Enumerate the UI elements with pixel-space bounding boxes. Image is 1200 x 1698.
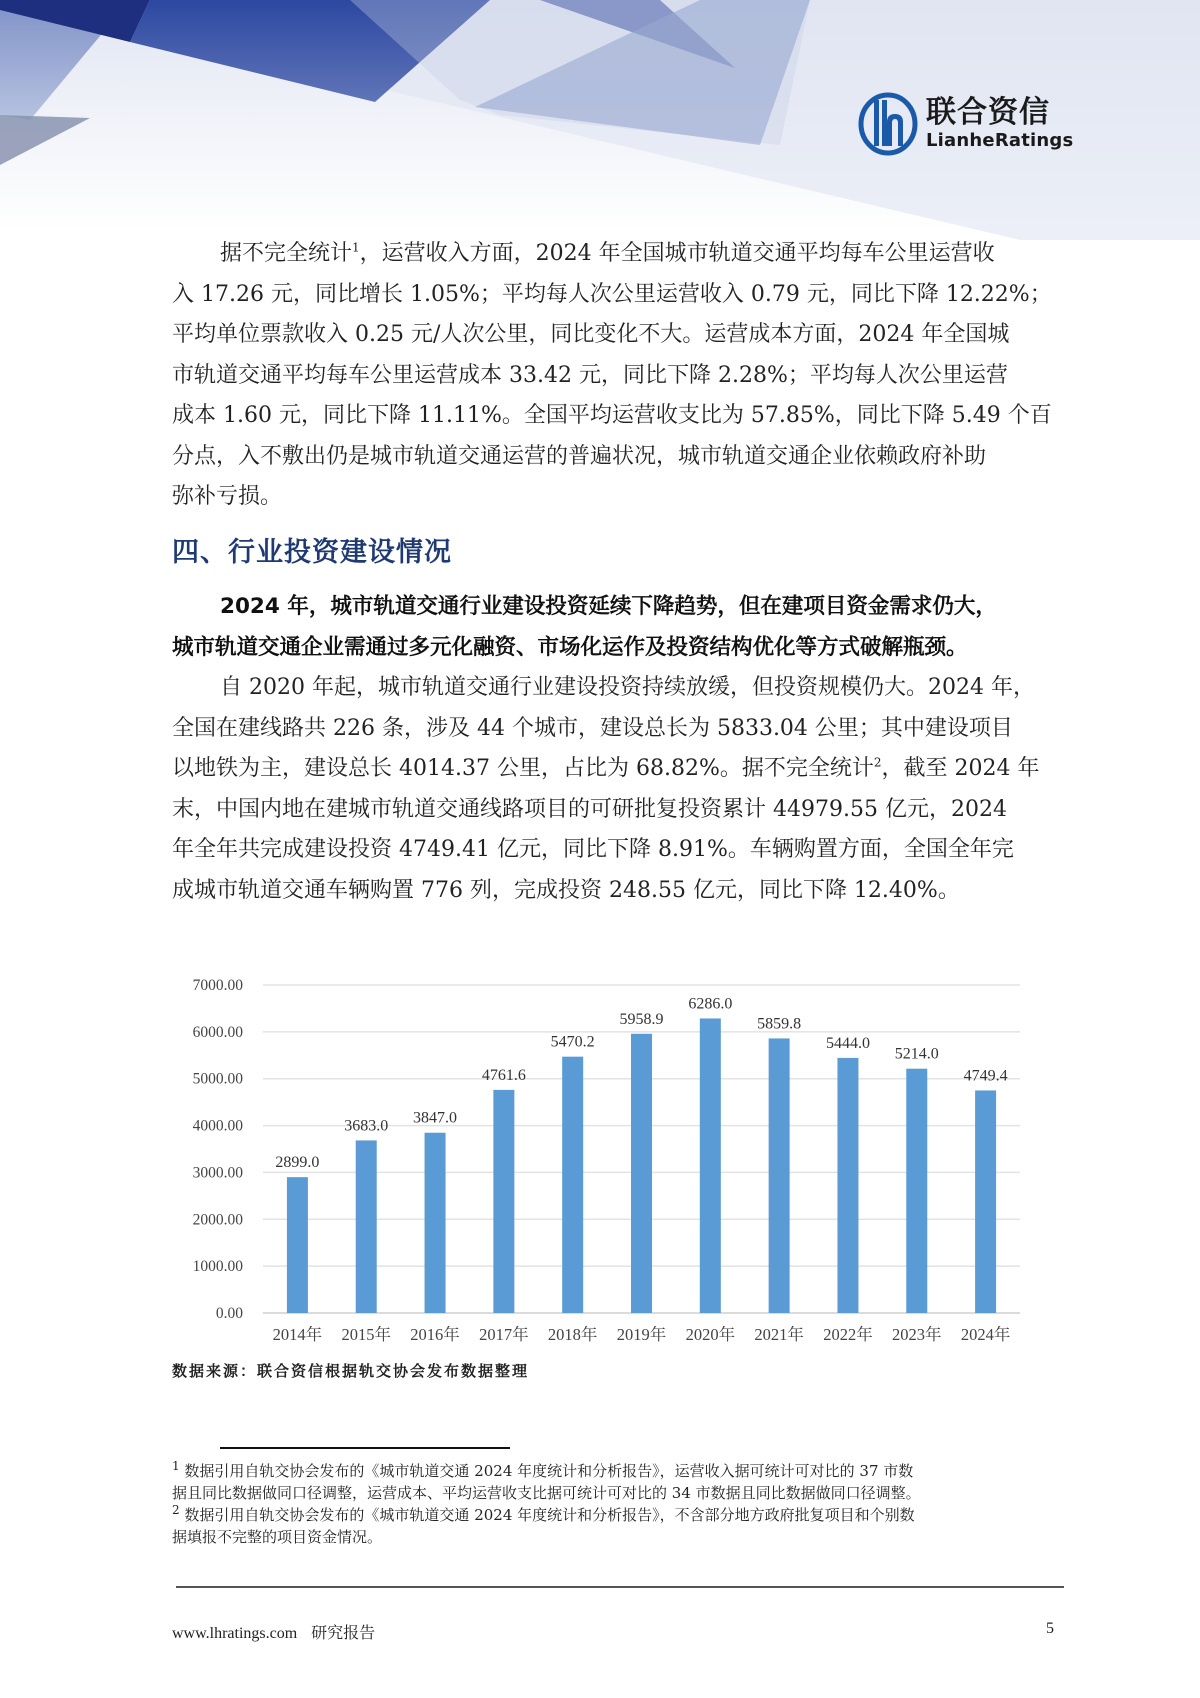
bar-value-label: 5859.8 (757, 1015, 802, 1033)
x-tick-label: 2020年 (685, 1325, 736, 1344)
y-tick-label: 2000.00 (192, 1211, 243, 1229)
lianhe-logo-icon (858, 92, 918, 156)
y-tick-label: 3000.00 (192, 1164, 243, 1182)
bar (356, 1140, 377, 1313)
bar-value-label: 3683.0 (344, 1117, 389, 1135)
chart-source-note: 数据来源：联合资信根据轨交协会发布数据整理 (172, 1362, 530, 1380)
chart-x-axis (273, 1324, 1011, 1344)
x-tick-label: 2015年 (341, 1325, 391, 1344)
x-tick-label: 2018年 (547, 1325, 598, 1344)
x-tick-label: 2014年 (272, 1325, 323, 1344)
bar (631, 1034, 652, 1313)
bar (837, 1058, 858, 1313)
section-summary: 2024 年，城市轨道交通行业建设投资延续下降趋势，但在建项目资金需求仍大， 城市轨道交通企业需通过多元化融资、市场化运作及投资结构优化等方式破解瓶颈。 (172, 594, 997, 660)
logo-chinese-name: 联合资信 (926, 95, 1050, 130)
bar (700, 1018, 721, 1313)
y-tick-label: 0.00 (215, 1305, 243, 1322)
chart-y-axis (193, 977, 244, 1322)
y-tick-label: 5000.00 (192, 1070, 243, 1088)
footnote-separator (220, 1447, 510, 1449)
company-logo (858, 92, 1073, 156)
y-tick-label: 6000.00 (192, 1023, 243, 1041)
x-tick-label: 2019年 (616, 1325, 667, 1344)
x-tick-label: 2024年 (960, 1325, 1011, 1344)
bar-value-label: 5444.0 (825, 1034, 870, 1052)
footnote-2: $^2$ 数据引用自轨交协会发布的《城市轨道交通 2024 年度统计和分析报告》，不含部分地方政府批复项目和个别数 (172, 1503, 915, 1524)
bar (425, 1133, 446, 1313)
y-tick-label: 1000.00 (192, 1258, 243, 1276)
bar (287, 1177, 308, 1313)
footnote-ref-1[interactable]: 1 (352, 240, 360, 255)
paragraph-operating-revenue: 据不完全统计$^1$，运营收入方面，2024 年全国城市轨道交通平均每车公里运营收 入 17.26 元，同比增长 1.05%；平均每人次公里运营收入 0.79 元，同比下降 12.22%； 平均单位票款收入 0.25 元/人次公里，同比变化不大。运营成本方面，2024 年全国城 市轨道交通平均每车公里运营成本 33.42 元，同比下降 2.28%；平均每人次公里运营 成本 1.60 元，同比下降 11.11%。全国平均运营收支比为 57.85%，同比下降 5.49 个百 分点，入不敷出仍是城市轨道交通运营的普遍状况，城市轨道交通企业依赖政府补助 弥补亏损。 (172, 240, 1052, 509)
bar (906, 1069, 927, 1313)
bar-value-label: 4749.4 (963, 1067, 1008, 1085)
footnote-ref-2[interactable]: 2 (873, 755, 882, 770)
bar-value-label: 5214.0 (894, 1045, 939, 1063)
x-tick-label: 2021年 (754, 1325, 804, 1344)
bar-value-label: 5958.9 (619, 1010, 664, 1028)
section-heading: 四、行业投资建设情况 (172, 537, 452, 568)
footer-doc-type: 研究报告 (311, 1625, 376, 1642)
footnotes: $^1$ 数据引用自轨交协会发布的《城市轨道交通 2024 年度统计和分析报告》，运营收入据可统计可对比的 37 市数 据且同比数据做同口径调整，运营成本、平均运营收支比据可统计可对比的 34 市数据且同比数据做同口径调整。 $^2$ 数据引用自轨交协会发布的《城市轨道交通 2024 年度统计和分析报告》，不含部分地方政府批复项目和个别数 据填报不完整的项目资金情况。 (172, 1460, 1056, 1548)
bar-value-label: 3847.0 (413, 1109, 458, 1127)
bar-value-label: 6286.0 (688, 995, 733, 1013)
investment-bar-chart (160, 960, 1040, 1360)
footer-info (172, 1620, 375, 1643)
chart-bars (287, 1018, 996, 1313)
bar (769, 1038, 790, 1313)
bar-chart-canvas (160, 960, 1040, 1360)
x-tick-label: 2016年 (410, 1325, 460, 1344)
bar-value-label: 5470.2 (550, 1033, 595, 1051)
page-number: 5 (1046, 1620, 1054, 1637)
bar (975, 1090, 996, 1313)
bar-value-label: 2899.0 (275, 1154, 320, 1172)
x-tick-label: 2022年 (823, 1325, 873, 1344)
paragraph-investment: 自 2020 年起，城市轨道交通行业建设投资持续放缓，但投资规模仍大。2024 年， 全国在建线路共 226 条，涉及 44 个城市，建设总长为 5833.04 公里；其中建设项目 以地铁为主，建设总长 4014.37 公里，占比为 68.82%。据不完全统计$^2$，截至 2024 年 末，中国内地在建城市轨道交通线路项目的可研批复投资累计 44979.55 亿元，2024 年全年共完成建设投资 4749.41 亿元，同比下降 8.91%。车辆购置方面，全国全年完 成城市轨道交通车辆购置 776 列，完成投资 248.55 亿元，同比下降 12.40%。 (172, 675, 1040, 903)
logo-english-name: LianheRatings (926, 130, 1074, 151)
bar-value-label: 4761.6 (481, 1066, 526, 1084)
bar (562, 1057, 583, 1313)
x-tick-label: 2023年 (892, 1325, 942, 1344)
footer-website-link[interactable]: www.lhratings.com (172, 1625, 298, 1642)
bar (493, 1090, 514, 1313)
footer-divider (176, 1586, 1064, 1588)
y-tick-label: 7000.00 (192, 977, 243, 994)
footnote-1: $^1$ 数据引用自轨交协会发布的《城市轨道交通 2024 年度统计和分析报告》，运营收入据可统计可对比的 37 市数 (172, 1459, 914, 1480)
y-tick-label: 4000.00 (192, 1117, 243, 1135)
x-tick-label: 2017年 (479, 1325, 529, 1344)
